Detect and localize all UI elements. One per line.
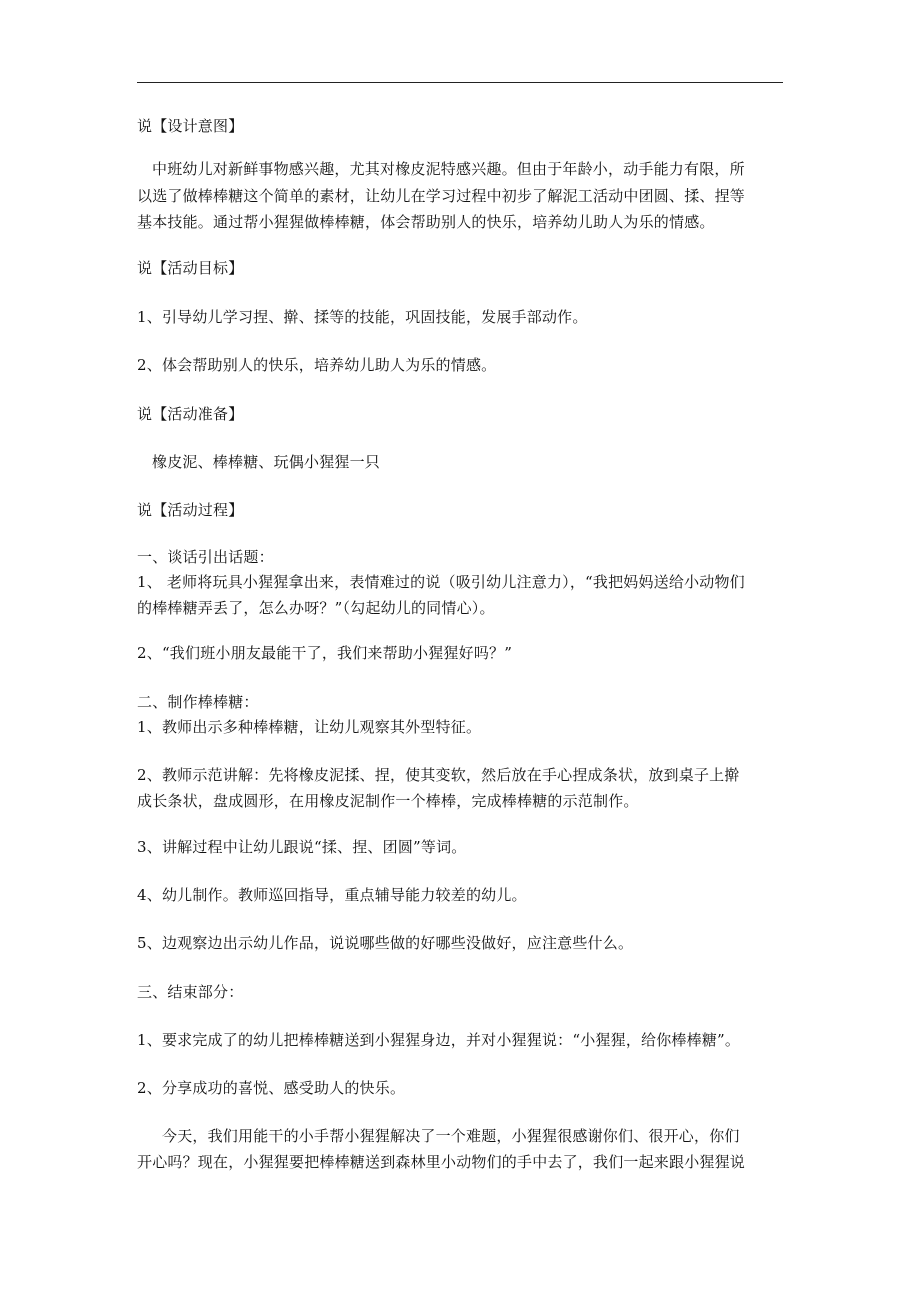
section-title: 二、制作棒棒糖： (137, 693, 259, 711)
heading-design-intent: 说【设计意图】 (137, 117, 244, 135)
section-title: 一、谈话引出话题： (137, 548, 274, 566)
list-item: 1、教师出示多种棒棒糖，让幼儿观察其外型特征。 (137, 718, 482, 736)
header-rule (137, 82, 783, 83)
list-item: 的棒棒糖弄丢了，怎么办呀？”（勾起幼儿的同情心）。 (137, 599, 495, 617)
list-item: 3、讲解过程中让幼儿跟说“揉、捏、团圆”等词。 (137, 838, 467, 856)
list-item: 1、 老师将玩具小猩猩拿出来，表情难过的说（吸引幼儿注意力），“我把妈妈送给小动物们 (137, 573, 745, 591)
list-item: 2、分享成功的喜悦、感受助人的快乐。 (137, 1079, 406, 1097)
paragraph-line: 以选了做棒棒糖这个简单的素材，让幼儿在学习过程中初步了解泥工活动中团圆、揉、捏等 (137, 187, 746, 205)
list-item: 2、体会帮助别人的快乐，培养幼儿助人为乐的情感。 (137, 356, 497, 374)
list-item: 1、引导幼儿学习捏、擀、揉等的技能，巩固技能，发展手部动作。 (137, 308, 588, 326)
list-item: 1、要求完成了的幼儿把棒棒糖送到小猩猩身边，并对小猩猩说：“小猩猩，给你棒棒糖”。 (137, 1031, 741, 1049)
paragraph-line: 基本技能。通过帮小猩猩做棒棒糖，体会帮助别人的快乐，培养幼儿助人为乐的情感。 (137, 213, 715, 231)
prep-text: 橡皮泥、棒棒糖、玩偶小猩猩一只 (152, 453, 381, 471)
paragraph-line: 开心吗？现在，小猩猩要把棒棒糖送到森林里小动物们的手中去了，我们一起来跟小猩猩说 (137, 1153, 746, 1171)
list-item: 5、边观察边出示幼儿作品，说说哪些做的好哪些没做好，应注意些什么。 (137, 934, 634, 952)
list-item: 成长条状，盘成圆形，在用橡皮泥制作一个棒棒，完成棒棒糖的示范制作。 (137, 792, 639, 810)
heading-goals: 说【活动目标】 (137, 259, 244, 277)
list-item: 2、“我们班小朋友最能干了，我们来帮助小猩猩好吗？” (137, 644, 513, 662)
heading-process: 说【活动过程】 (137, 501, 244, 519)
section-title: 三、结束部分： (137, 983, 244, 1001)
list-item: 2、教师示范讲解：先将橡皮泥揉、捏，使其变软，然后放在手心捏成条状，放到桌子上擀 (137, 766, 740, 784)
list-item: 4、幼儿制作。教师巡回指导，重点辅导能力较差的幼儿。 (137, 886, 527, 904)
paragraph-line: 中班幼儿对新鲜事物感兴趣，尤其对橡皮泥特感兴趣。但由于年龄小，动手能力有限，所 (152, 160, 745, 178)
paragraph-line: 今天，我们用能干的小手帮小猩猩解决了一个难题，小猩猩很感谢你们、很开心，你们 (162, 1127, 740, 1145)
heading-prep: 说【活动准备】 (137, 405, 244, 423)
